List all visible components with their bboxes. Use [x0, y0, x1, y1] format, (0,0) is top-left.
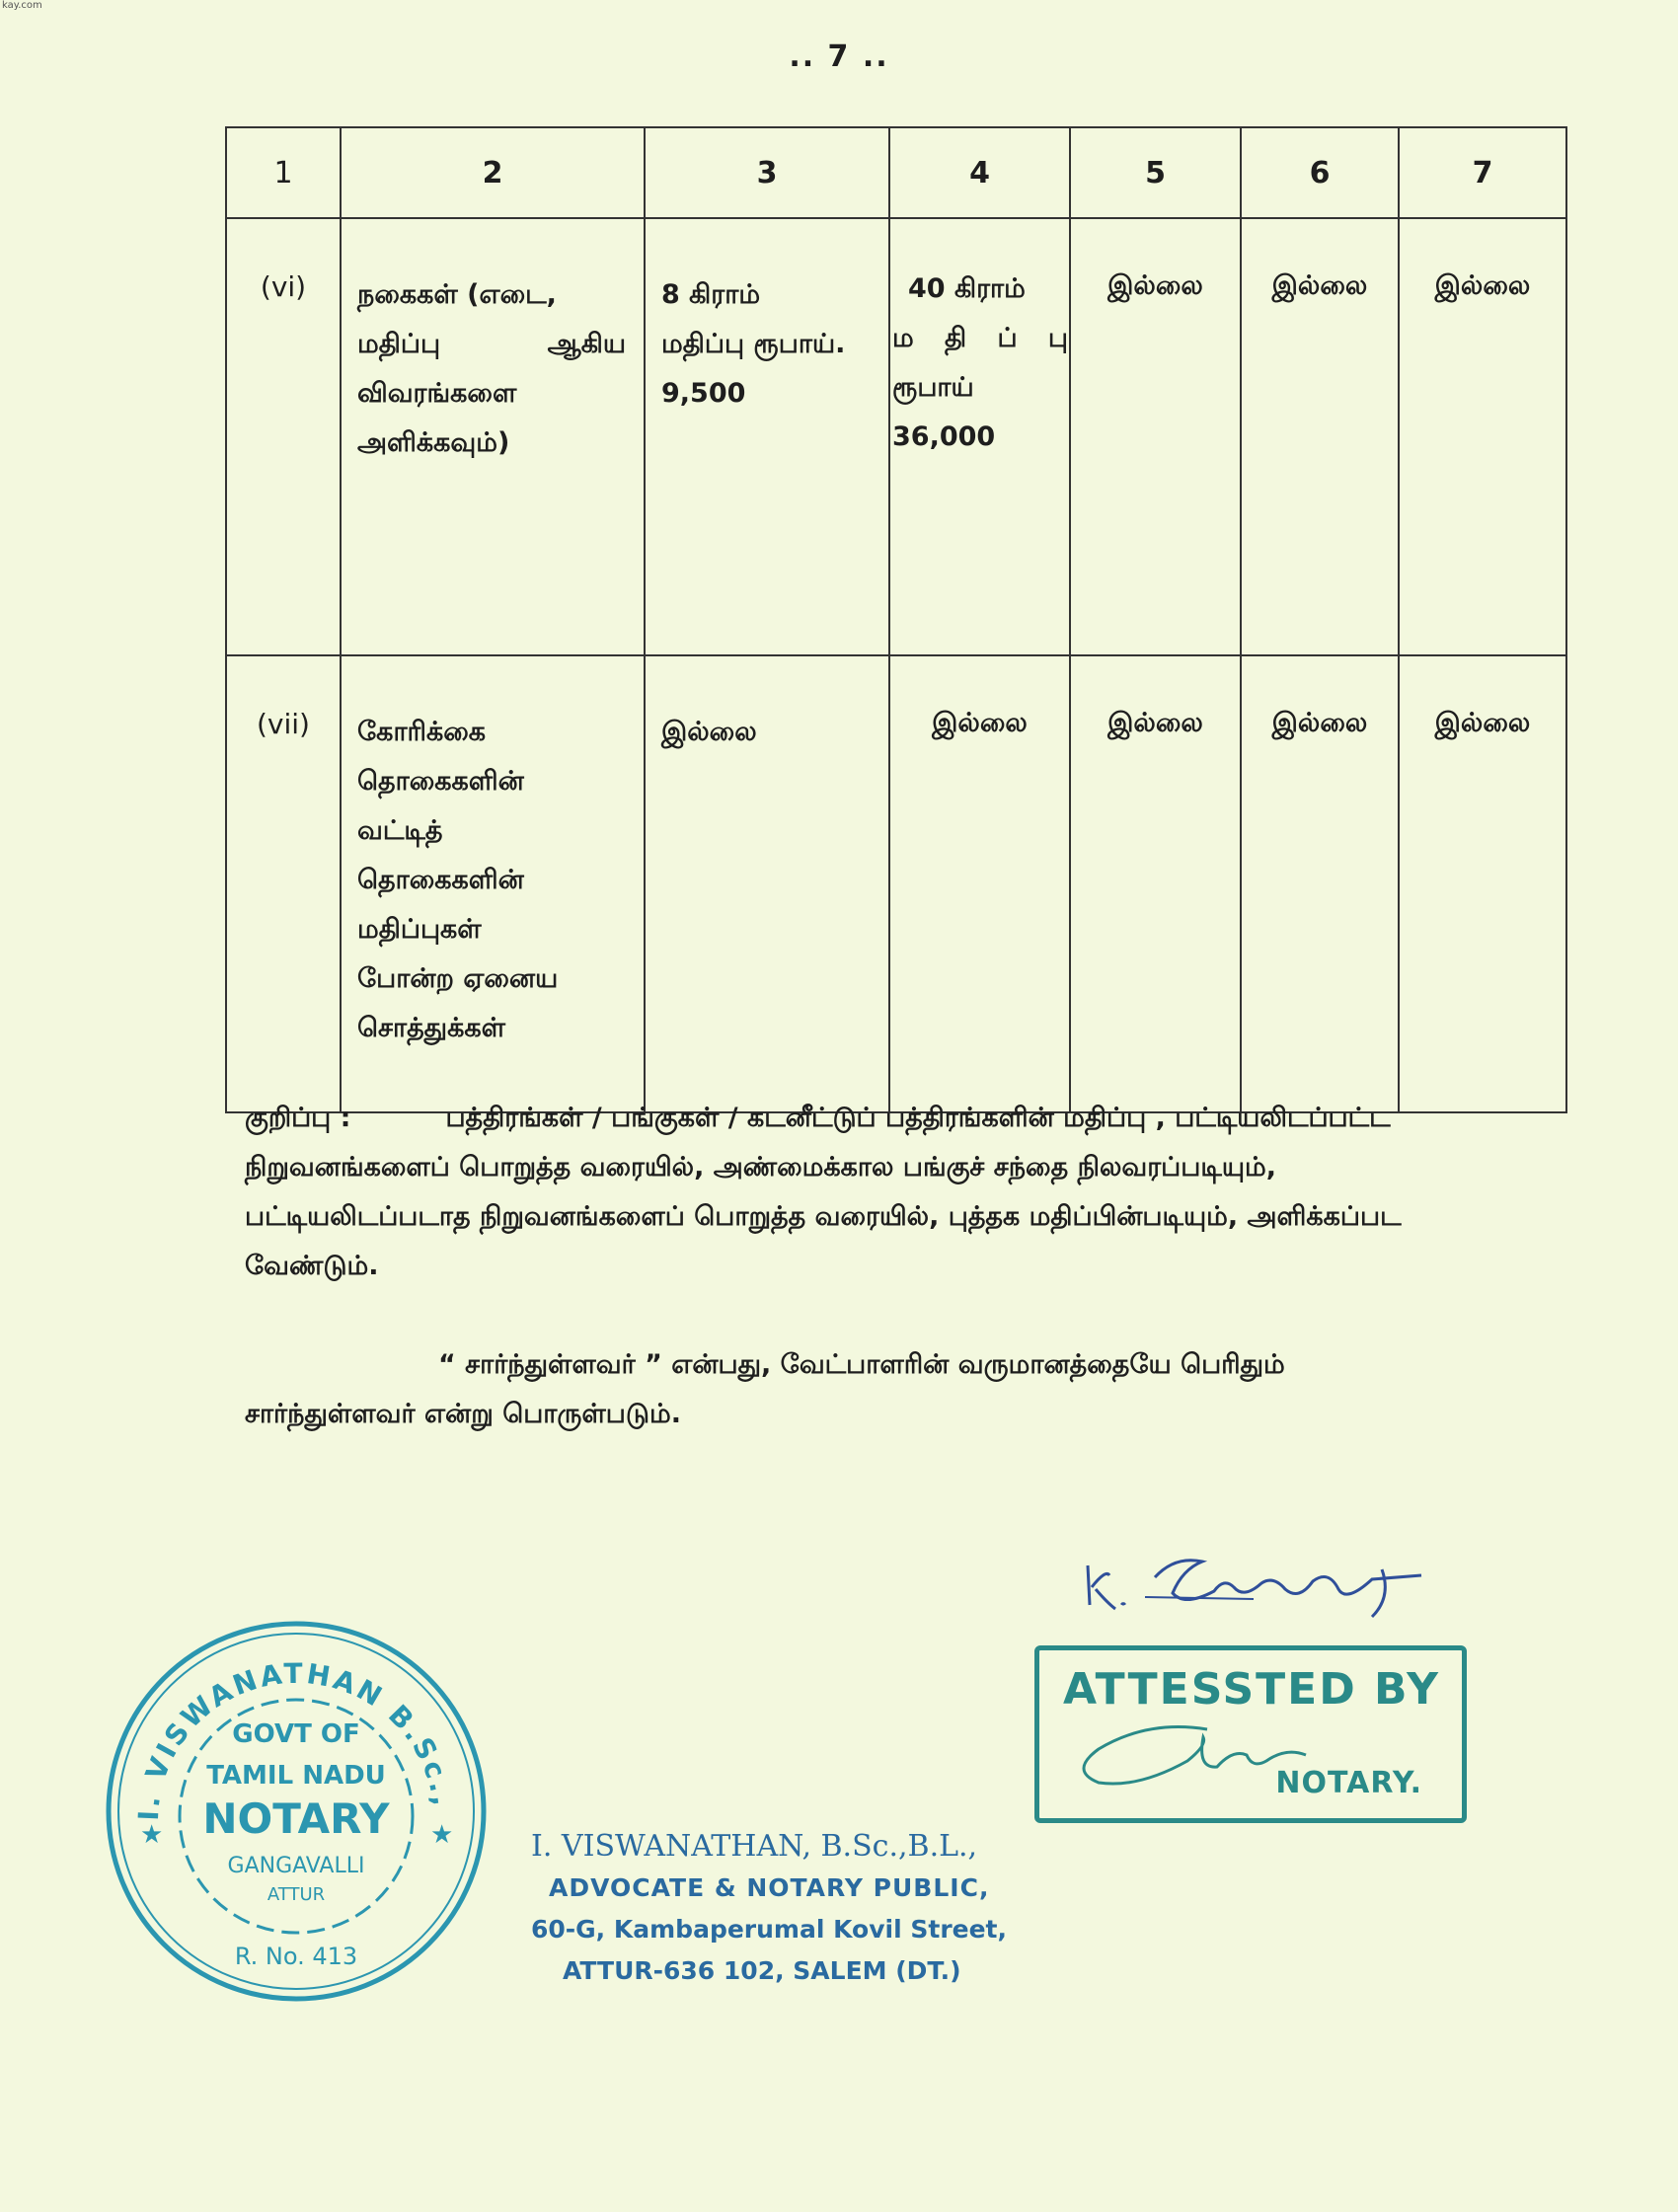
seal-line-3: NOTARY — [202, 1794, 390, 1843]
note-line — [245, 1094, 1498, 1143]
dependent2-value: இல்லை — [1241, 655, 1399, 1112]
attest-title: ATTESSTED BY — [1063, 1664, 1441, 1715]
desc-line: விவரங்களை — [357, 378, 517, 409]
value-line: 9,500 — [661, 378, 746, 409]
col-header-5: 5 — [1070, 127, 1241, 218]
desc-line: நகைகள் (எடை, — [357, 279, 557, 310]
attest-role: NOTARY. — [1275, 1766, 1422, 1800]
definition-line-2: சார்ந்துள்ளவர் என்று பொருள்படும். — [245, 1399, 681, 1429]
seal-bottom: R. No. 413 — [234, 1943, 358, 1970]
note-label: குறிப்பு : — [245, 1103, 351, 1133]
notary-name: I. VISWANATHAN, B.Sc.,B.L., — [531, 1829, 978, 1864]
desc-line: சொத்துக்கள் — [357, 1013, 505, 1043]
note-paragraph — [245, 1094, 1498, 1291]
attested-stamp — [1034, 1645, 1467, 1823]
row-number: (vi) — [226, 218, 341, 655]
asset-description — [341, 218, 645, 655]
seal-star-icon: ★ — [140, 1820, 164, 1850]
definition-line-1: “ சார்ந்துள்ளவர் ” என்பது, வேட்பாளரின் வருமானத்தையே பெரிதும் — [438, 1349, 1285, 1380]
desc-line: மதிப்புகள் — [357, 914, 482, 945]
notary-city: ATTUR-636 102, SALEM (DT.) — [563, 1956, 961, 1985]
desc-line: தொகைகளின் — [357, 766, 524, 797]
value-line: இல்லை — [661, 717, 757, 747]
value-line: 40 கிராம் — [908, 273, 1026, 304]
desc-line: கோரிக்கை — [357, 717, 487, 747]
col-header-7: 7 — [1399, 127, 1566, 218]
handwritten-signature — [1076, 1548, 1451, 1640]
col-header-6: 6 — [1241, 127, 1399, 218]
col-header-3: 3 — [645, 127, 889, 218]
page-number: .. 7 .. — [789, 39, 889, 74]
notary-address-stamp — [531, 1826, 1007, 1992]
value-line: ரூபாய் — [892, 372, 974, 403]
value-line: ம தி ப் பு — [892, 323, 1068, 353]
note-line-2: நிறுவனங்களைப் பொறுத்த வரையில், அண்மைக்கால பங்குச் சந்தை நிலவரப்படியும், — [245, 1152, 1276, 1182]
seal-line-4: GANGAVALLI — [227, 1854, 365, 1878]
desc-line: அளிக்கவும்) — [357, 427, 510, 458]
spouse-value — [889, 218, 1070, 655]
desc-line: தொகைகளின் — [357, 865, 524, 895]
notary-seal — [99, 1614, 494, 2013]
seal-outer-text: I. VISWANATHAN B.Sc., — [131, 1656, 460, 1822]
table-header-row — [226, 127, 1566, 218]
notary-title: ADVOCATE & NOTARY PUBLIC, — [549, 1873, 990, 1902]
dependent2-value: இல்லை — [1241, 218, 1399, 655]
definition-paragraph — [245, 1340, 1498, 1439]
seal-line-2: TAMIL NADU — [206, 1761, 386, 1791]
dependent3-value: இல்லை — [1399, 218, 1566, 655]
table-row — [226, 218, 1566, 655]
row-number: (vii) — [226, 655, 341, 1112]
desc-line: வட்டித் — [357, 815, 443, 846]
note-line-1: பத்திரங்கள் / பங்குகள் / கடனீட்டுப் பத்திரங்களின் மதிப்பு , பட்டியலிடப்பட்ட — [445, 1103, 1391, 1133]
value-line: 8 கிராம் — [661, 279, 761, 310]
svg-text:I. VISWANATHAN B.Sc., B.L. — [99, 1614, 460, 1822]
dependent1-value: இல்லை — [1070, 655, 1241, 1112]
value-line: இல்லை — [932, 708, 1028, 738]
seal-star-icon: ★ — [430, 1820, 454, 1850]
desc-line: மதிப்பு ஆகிய — [357, 329, 626, 359]
corner-mark: kay.com — [2, 0, 42, 11]
value-line: மதிப்பு ரூபாய். — [661, 329, 846, 359]
col-header-2: 2 — [341, 127, 645, 218]
asset-description — [341, 655, 645, 1112]
note-line-4: வேண்டும். — [245, 1251, 379, 1281]
spouse-value — [889, 655, 1070, 1112]
self-value — [645, 218, 889, 655]
seal-line-5: ATTUR — [267, 1884, 326, 1905]
note-line-3: பட்டியலிடப்படாத நிறுவனங்களைப் பொறுத்த வரையில், புத்தக மதிப்பின்படியும், அளிக்கப்பட — [245, 1201, 1402, 1232]
seal-line-1: GOVT OF — [232, 1719, 360, 1749]
col-header-1: 1 — [226, 127, 341, 218]
dependent3-value: இல்லை — [1399, 655, 1566, 1112]
assets-table — [225, 126, 1567, 1113]
value-line: 36,000 — [892, 421, 996, 452]
col-header-4: 4 — [889, 127, 1070, 218]
dependent1-value: இல்லை — [1070, 218, 1241, 655]
self-value — [645, 655, 889, 1112]
notary-street: 60-G, Kambaperumal Kovil Street, — [531, 1915, 1008, 1944]
desc-line: போன்ற ஏனைய — [357, 963, 559, 994]
table-row — [226, 655, 1566, 1112]
